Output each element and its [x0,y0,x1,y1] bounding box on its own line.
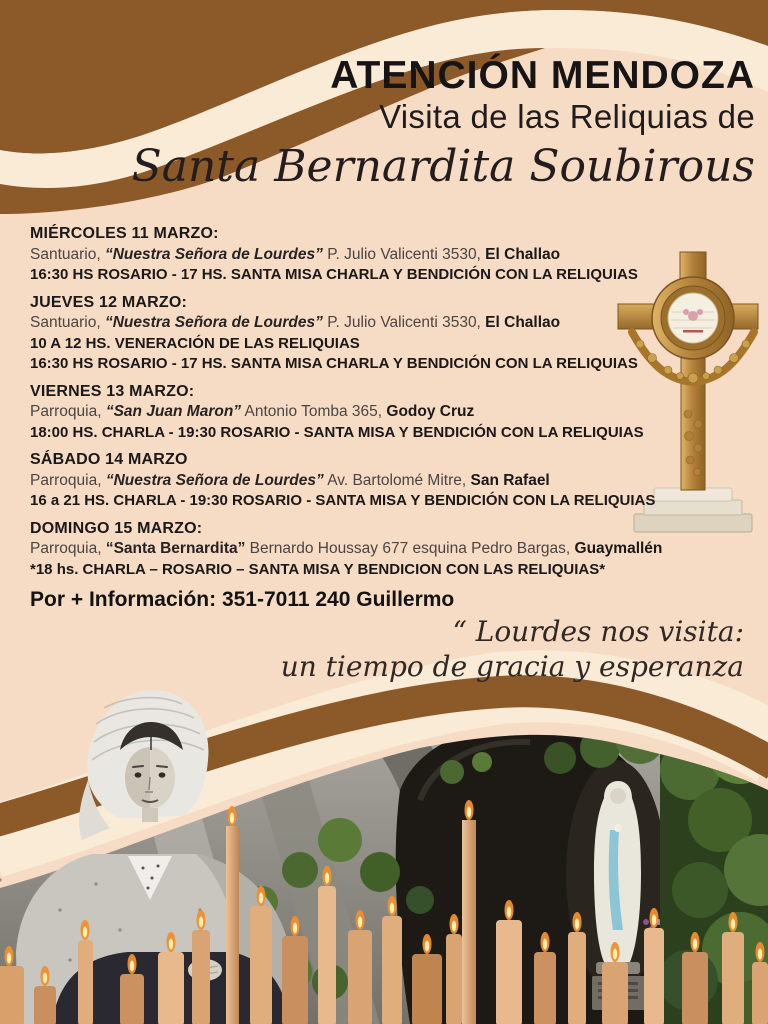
venue-address: Antonio Tomba 365, [241,403,387,420]
schedule-entry-domingo [30,519,750,581]
entry-time: 10 A 12 HS. VENERACIÓN DE LAS RELIQUIAS [30,334,360,352]
venue-address: P. Julio Valicenti 3530, [322,314,486,331]
entry-venue [30,402,750,423]
entry-venue [30,313,750,334]
entry-time: 18:00 HS. CHARLA - 19:30 ROSARIO - SANTA MISA Y BENDICIÓN CON LA RELIQUIAS [30,423,644,441]
venue-address: Av. Bartolomé Mitre, [323,471,471,489]
entry-day: DOMINGO 15 MARZO: [30,519,203,537]
schedule-entry-viernes [30,382,750,444]
entry-time: *18 hs. CHARLA – ROSARIO – SANTA MISA Y BENDICION CON LAS RELIQUIAS* [30,560,606,578]
quote-line-2: un tiempo de gracia y esperanza [280,650,744,683]
venue-prefix: Parroquia, [30,403,106,420]
venue-city: San Rafael [470,471,550,489]
venue-name: “San Juan Maron” [105,403,242,420]
venue-city: Guaymallén [574,540,663,557]
venue-prefix: Parroquia, [30,471,106,489]
entry-venue [30,471,750,492]
venue-prefix: Santuario, [30,245,105,263]
entry-day: SÁBADO 14 MARZO [30,451,188,468]
venue-name: “Nuestra Señora de Lourdes” [104,314,323,331]
bottom-photo-collage [0,630,768,1024]
schedule-entry-miercoles [30,224,750,286]
entry-day: VIERNES 13 MARZO: [30,382,195,400]
entry-time: 16:30 HS ROSARIO - 17 HS. SANTA MISA CHARLA Y BENDICIÓN CON LA RELIQUIAS [30,355,638,372]
venue-city: El Challao [485,245,561,263]
schedule [30,224,750,587]
tall-candle [226,806,239,1024]
entry-time: 16 a 21 HS. CHARLA - 19:30 ROSARIO - SANTA MISA Y BENDICIÓN CON LA RELIQUIAS [30,492,656,509]
venue-address: Bernardo Houssay 677 esquina Pedro Bargas, [245,540,575,557]
header [132,54,755,194]
kicker-title: ATENCIÓN MENDOZA [330,54,755,97]
contact-info: Por + Información: 351-7011 240 Guillermo [30,588,455,611]
subtitle: Visita de las Reliquias de [379,97,755,135]
venue-name: “Nuestra Señora de Lourdes” [105,471,324,489]
entry-day: JUEVES 12 MARZO: [30,293,188,311]
venue-name: “Santa Bernardita” [105,540,246,557]
entry-venue [30,539,750,560]
schedule-entry-sabado [30,450,750,512]
venue-city: El Challao [485,314,561,331]
venue-address: P. Julio Valicenti 3530, [322,245,486,263]
schedule-entry-jueves [30,293,750,375]
entry-venue [30,245,750,266]
entry-time: 16:30 HS ROSARIO - 17 HS. SANTA MISA CHARLA Y BENDICIÓN CON LA RELIQUIAS [30,266,638,283]
venue-prefix: Parroquia, [30,540,106,557]
quote-line-1: “ Lourdes nos visita: [452,615,744,648]
venue-prefix: Santuario, [30,314,105,331]
quote [281,614,744,684]
venue-name: “Nuestra Señora de Lourdes” [104,245,323,263]
venue-city: Godoy Cruz [386,403,475,420]
script-title: Santa Bernardita Soubirous [131,140,755,192]
entry-day: MIÉRCOLES 11 MARZO: [30,225,219,242]
